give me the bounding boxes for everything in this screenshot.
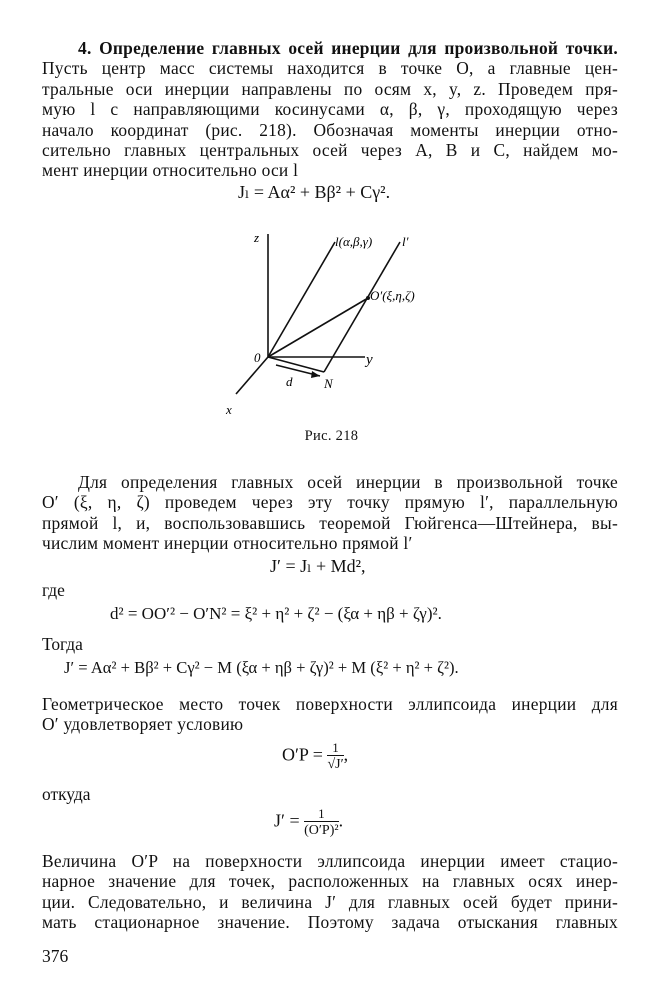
label-l-prime: l′ xyxy=(402,234,409,249)
text-line: O′ удовлетворяет условию xyxy=(42,714,244,735)
fraction-numerator: 1 xyxy=(304,806,338,822)
arrow-d-head xyxy=(311,371,320,378)
text-line: мать стационарное значение. Поэтому задача отыскания главных xyxy=(42,912,618,933)
text-line: начало координат (рис. 218). Обозначая моменты инерции отно- xyxy=(42,119,618,140)
fraction-denominator: (O′P)² xyxy=(304,823,339,838)
word-gde: где xyxy=(42,580,65,600)
text-line: мент инерции относительно оси l xyxy=(42,160,299,181)
segment-oo-prime xyxy=(268,298,368,357)
line-l xyxy=(268,242,335,357)
text-line: Величина O′P на поверхности эллипсоида инерции имеет стацио- xyxy=(42,851,618,871)
section-heading: 4. Определение главных осей инерции для произвольной точки. xyxy=(78,38,618,58)
fraction-numerator: 1 xyxy=(327,740,343,756)
label-o-prime: O′(ξ,η,ζ) xyxy=(370,288,415,303)
label-n: N xyxy=(324,376,333,391)
axis-x xyxy=(236,357,268,394)
word-togda: Тогда xyxy=(42,634,83,654)
label-o: 0 xyxy=(254,350,261,365)
word-otkuda: откуда xyxy=(42,784,91,804)
formula-j-prime-expanded: J′ = Aα² + Bβ² + Cγ² − M (ξα + ηβ + ζγ)² + M (ξ² + η² + ζ²). xyxy=(64,658,459,677)
formula-tail: . xyxy=(338,810,344,831)
label-d: d xyxy=(286,374,293,389)
formula-moment-l: Jₗ = Aα² + Bβ² + Cγ². xyxy=(238,182,391,202)
text-line: Пусть центр масс системы находится в точке O, а главные цен- xyxy=(42,58,618,79)
formula-d-squared: d² = OO′² − O′N² = ξ² + η² + ζ² − (ξα + ηβ + ζγ)². xyxy=(110,604,442,623)
text-line: ции. Следовательно, и величина J′ для главных осей будет прини- xyxy=(42,891,618,912)
text-line: нарное значение для точек, расположенных на главных осях инер- xyxy=(42,871,618,892)
text-line: O′ (ξ, η, ζ) проведем через эту точку прямую l′, параллельную xyxy=(42,492,618,513)
text-line: тральные оси инерции направлены по осям x, y, z. Проведем пря- xyxy=(42,78,618,99)
text-line: Геометрическое место точек поверхности эллипсоида инерции для xyxy=(42,694,618,714)
formula-j-lhs: J′ = xyxy=(274,810,300,831)
label-x: x xyxy=(226,402,232,417)
fraction-denominator: √J′ xyxy=(327,757,344,772)
formula-tail: , xyxy=(343,744,349,765)
line-l-prime xyxy=(324,242,400,372)
paragraph-conclusion xyxy=(42,851,618,933)
figure-caption: Рис. 218 xyxy=(304,428,359,444)
text-line: числим момент инерции относительно прямой l′ xyxy=(42,533,413,554)
label-l: l(α,β,γ) xyxy=(335,234,373,249)
text-line: Для определения главных осей инерции в произвольной точке xyxy=(78,472,618,492)
formula-steiner: J′ = Jₗ + Md², xyxy=(270,556,366,576)
text-line: прямой l, и, воспользовавшись теоремой Гюйгенса—Штейнера, вы- xyxy=(42,512,618,533)
paragraph-method xyxy=(42,472,618,554)
text-line: сительно главных центральных осей через A, B и C, найдем мо- xyxy=(42,140,618,161)
figure-218-diagram xyxy=(220,222,460,422)
page-number: 376 xyxy=(42,946,69,966)
fraction xyxy=(304,806,338,839)
paragraph-intro xyxy=(42,38,618,181)
formula-op xyxy=(282,740,348,773)
paragraph-ellipsoid xyxy=(42,694,618,735)
text-line: мую l с направляющими косинусами α, β, γ, проходящую через xyxy=(42,99,618,120)
label-y: y xyxy=(366,352,373,368)
formula-j-prime-inverse xyxy=(274,806,343,839)
fraction xyxy=(327,740,343,773)
formula-op-lhs: O′P = xyxy=(282,744,323,765)
label-z: z xyxy=(254,230,260,245)
